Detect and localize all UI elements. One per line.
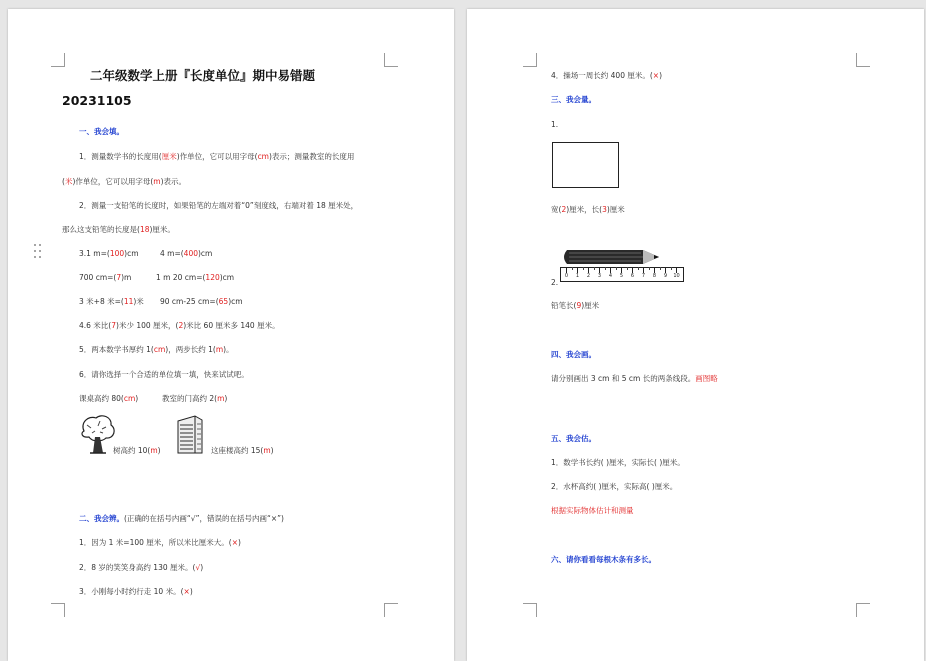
judge-4: 4．操场一周长约 400 厘米。(×) — [551, 71, 663, 80]
ruler-minor-tick — [638, 267, 639, 270]
section-4-heading: 四、我会画。 — [551, 350, 596, 359]
ruler-tick-label: 5 — [619, 273, 624, 279]
margin-mark — [51, 603, 65, 617]
margin-mark — [523, 603, 537, 617]
ruler-icon — [560, 267, 684, 282]
conversion-6: 90 cm-25 cm=(65)cm — [160, 297, 243, 306]
margin-mark — [384, 603, 398, 617]
question-1-line-2: (米)作单位，它可以用字母(m)表示。 — [62, 177, 187, 186]
ruler-minor-tick — [616, 267, 617, 270]
question-2-line-2: 那么这支铅笔的长度是(18)厘米。 — [62, 225, 175, 234]
document-page-1 — [8, 9, 454, 661]
ruler-tick-label: 8 — [652, 273, 657, 279]
section-1-heading: 一、我会填。 — [79, 127, 124, 136]
ruler-minor-tick — [649, 267, 650, 270]
pencil-icon — [561, 247, 665, 267]
measure-2-label: 2. — [551, 278, 559, 287]
ruler-minor-tick — [572, 267, 573, 270]
question-1-line-1: 1．测量数学书的长度用(厘米)作单位，它可以用字母(cm)表示；测量教室的长度用 — [79, 152, 355, 161]
estimate-1: 1．数学书长约( )厘米，实际长( )厘米。 — [551, 458, 685, 467]
tree-icon — [78, 413, 118, 455]
ruler-tick-label: 1 — [575, 273, 580, 279]
question-6b: 教室的门高约 2(m) — [162, 394, 228, 403]
ruler-minor-tick — [660, 267, 661, 270]
question-6a: 课桌高约 80(cm) — [79, 394, 139, 403]
question-2-line-1: 2．测量一支铅笔的长度时，如果铅笔的左端对着“0”刻度线，右端对着 18 厘米处， — [79, 201, 359, 210]
ruler-minor-tick — [594, 267, 595, 270]
section-2-heading: 二、我会辨。(正确的在括号内画“√”，错误的在括号内画“×”) — [79, 514, 284, 523]
margin-mark — [523, 53, 537, 67]
margin-mark — [384, 53, 398, 67]
judge-2: 2．8 岁的笑笑身高约 130 厘米。(√) — [79, 563, 204, 572]
ruler-tick-label: 9 — [663, 273, 668, 279]
ruler-tick-label: 10 — [673, 273, 680, 279]
judge-3: 3．小刚每小时约行走 10 米。(×) — [79, 587, 193, 596]
ruler-minor-tick — [583, 267, 584, 270]
section-5-heading: 五、我会估。 — [551, 434, 596, 443]
estimate-note: 根据实际物体估计和测量 — [551, 506, 634, 515]
drag-handle-icon[interactable] — [34, 244, 43, 260]
question-5: 5．两本数学书厚约 1(cm)，两步长约 1(m)。 — [79, 345, 234, 354]
section-6-heading: 六、请你看看每根木条有多长。 — [551, 555, 656, 564]
question-6d: 这座楼高约 15(m) — [211, 446, 274, 455]
document-title: 二年级数学上册『长度单位』期中易错题 — [90, 68, 316, 83]
ruler-minor-tick — [605, 267, 606, 270]
ruler-tick-label: 2 — [586, 273, 591, 279]
building-icon — [175, 413, 205, 455]
margin-mark — [856, 53, 870, 67]
ruler-tick-label: 4 — [608, 273, 613, 279]
ruler-tick-label: 3 — [597, 273, 602, 279]
judge-1: 1．因为 1 米=100 厘米，所以米比厘米大。(×) — [79, 538, 241, 547]
measure-1-answer: 宽(2)厘米，长(3)厘米 — [551, 205, 625, 214]
ruler-minor-tick — [627, 267, 628, 270]
conversion-5: 3 米+8 米=(11)米 — [79, 297, 144, 306]
question-6c: 树高约 10(m) — [113, 446, 161, 455]
ruler-tick-label: 7 — [641, 273, 646, 279]
question-6: 6．请你选择一个合适的单位填一填，快来试试吧。 — [79, 370, 249, 379]
ruler-tick-label: 0 — [564, 273, 569, 279]
measure-rectangle — [552, 142, 619, 188]
measure-2-answer: 铅笔长(9)厘米 — [551, 301, 600, 310]
conversion-7: 4.6 米比(7)米少 100 厘米，(2)米比 60 厘米多 140 厘米。 — [79, 321, 280, 330]
conversion-3: 700 cm=(7)m — [79, 273, 132, 282]
section-3-heading: 三、我会量。 — [551, 95, 596, 104]
margin-mark — [51, 53, 65, 67]
draw-question: 请分别画出 3 cm 和 5 cm 长的两条线段。画图略 — [551, 374, 718, 383]
estimate-2: 2．水杯高约( )厘米，实际高( )厘米。 — [551, 482, 678, 491]
conversion-2: 4 m=(400)cm — [160, 249, 213, 258]
conversion-4: 1 m 20 cm=(120)cm — [156, 273, 235, 282]
margin-mark — [856, 603, 870, 617]
conversion-1: 3.1 m=(100)cm — [79, 249, 139, 258]
document-page-2 — [467, 9, 924, 661]
measure-1-label: 1. — [551, 120, 559, 129]
document-date: 20231105 — [62, 93, 132, 108]
ruler-minor-tick — [671, 267, 672, 270]
ruler-tick-label: 6 — [630, 273, 635, 279]
